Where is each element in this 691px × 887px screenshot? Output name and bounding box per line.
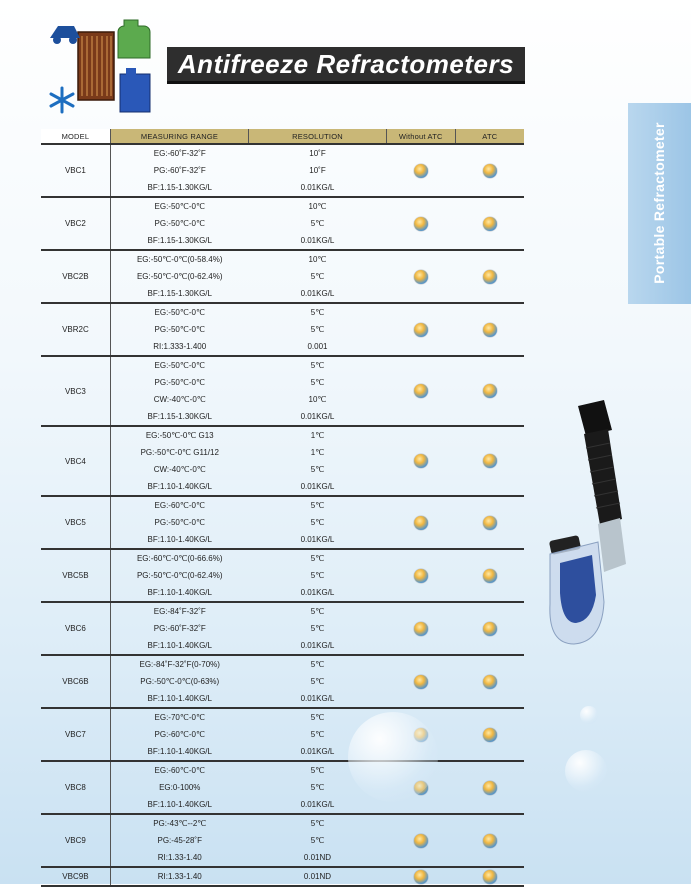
resolution-cell: 5℃: [310, 325, 325, 334]
resolution-cell: 10℃: [308, 395, 327, 404]
table-row: [41, 761, 524, 779]
resolution-cell: 0.01KG/L: [300, 588, 335, 597]
resolution-cell: 5℃: [310, 624, 325, 633]
atc-availability-icon: [483, 675, 497, 689]
resolution-cell: 5℃: [310, 518, 325, 527]
range-cell: RI:1.33-1.40: [110, 867, 248, 886]
range-cell: BF:1.15-1.30KG/L: [147, 236, 212, 245]
resolution-cell: 5℃: [249, 602, 387, 620]
range-cell: EG:-50℃-0℃(0-62.4%): [136, 272, 223, 281]
atc-cell: [455, 814, 524, 867]
atc-availability-icon: [483, 728, 497, 742]
model-cell: VBC1: [41, 144, 110, 197]
without-atc-availability-icon: [414, 454, 428, 468]
model-cell: VBC3: [41, 356, 110, 426]
resolution-cell: 1℃: [249, 426, 387, 444]
table-row: [41, 250, 524, 268]
model-cell: VBC2B: [41, 250, 110, 303]
model-cell: VBC5B: [41, 549, 110, 602]
resolution-cell: 0.01KG/L: [300, 747, 335, 756]
model-cell: VBC6B: [41, 655, 110, 708]
resolution-cell: 0.01KG/L: [300, 289, 335, 298]
table-row: [41, 303, 524, 321]
without-atc-cell: [386, 549, 455, 602]
table-row: [41, 426, 524, 444]
atc-cell: [455, 602, 524, 655]
model-cell: VBC7: [41, 708, 110, 761]
without-atc-cell: [386, 496, 455, 549]
resolution-cell: 10℃: [249, 197, 387, 215]
resolution-cell: 5℃: [249, 655, 387, 673]
range-cell: EG:-50℃-0℃: [110, 303, 248, 321]
range-cell: EG:-60℃-0℃(0-66.6%): [110, 549, 248, 567]
without-atc-availability-icon: [414, 323, 428, 337]
without-atc-availability-icon: [414, 217, 428, 231]
range-cell: RI:1.333-1.400: [153, 342, 207, 351]
resolution-cell: 5℃: [310, 571, 325, 580]
table-row: [41, 708, 524, 726]
range-cell: BF:1.15-1.30KG/L: [147, 183, 212, 192]
atc-availability-icon: [483, 834, 497, 848]
without-atc-availability-icon: [414, 870, 428, 884]
resolution-cell: 5℃: [310, 730, 325, 739]
range-cell: PG:-50℃-0℃(0-63%): [140, 677, 220, 686]
model-cell: VBC9: [41, 814, 110, 867]
side-category-tab: [628, 103, 691, 304]
atc-cell: [455, 496, 524, 549]
table-row: [41, 814, 524, 832]
atc-availability-icon: [483, 870, 497, 884]
range-cell: BF:1.15-1.30KG/L: [147, 412, 212, 421]
atc-availability-icon: [483, 569, 497, 583]
range-cell: PG:-50℃-0℃(0-62.4%): [136, 571, 223, 580]
resolution-cell: 5℃: [310, 836, 325, 845]
without-atc-availability-icon: [414, 569, 428, 583]
without-atc-availability-icon: [414, 834, 428, 848]
without-atc-cell: [386, 814, 455, 867]
range-cell: PG:-60℃-0℃: [154, 730, 205, 739]
range-cell: EG:-60℃-0℃: [110, 496, 248, 514]
range-cell: PG:-60˚F-32˚F: [153, 624, 206, 633]
column-header-resolution: RESOLUTION: [249, 129, 387, 144]
atc-cell: [455, 303, 524, 356]
atc-availability-icon: [483, 323, 497, 337]
atc-cell: [455, 144, 524, 197]
resolution-cell: 5℃: [249, 708, 387, 726]
resolution-cell: 0.01KG/L: [300, 183, 335, 192]
model-cell: VBC6: [41, 602, 110, 655]
without-atc-availability-icon: [414, 270, 428, 284]
without-atc-cell: [386, 250, 455, 303]
without-atc-cell: [386, 197, 455, 250]
spec-table: [41, 129, 524, 887]
table-row: [41, 655, 524, 673]
resolution-cell: 5℃: [310, 219, 325, 228]
table-row: [41, 549, 524, 567]
resolution-cell: 5℃: [249, 356, 387, 374]
range-cell: BF:1.10-1.40KG/L: [147, 800, 212, 809]
range-cell: PG:-50℃-0℃: [154, 378, 205, 387]
atc-cell: [455, 867, 524, 886]
range-cell: BF:1.10-1.40KG/L: [147, 535, 212, 544]
atc-cell: [455, 549, 524, 602]
range-cell: PG:-50℃-0℃: [154, 219, 205, 228]
range-cell: EG:-50℃-0℃: [110, 356, 248, 374]
without-atc-cell: [386, 303, 455, 356]
resolution-cell: 5℃: [249, 814, 387, 832]
model-cell: VBC4: [41, 426, 110, 496]
without-atc-availability-icon: [414, 384, 428, 398]
side-category-label: Portable Refractometer: [651, 122, 667, 284]
decorative-bubble: [580, 706, 598, 724]
resolution-cell: 0.01KG/L: [300, 535, 335, 544]
atc-availability-icon: [483, 270, 497, 284]
range-cell: BF:1.10-1.40KG/L: [147, 641, 212, 650]
decorative-bubble: [565, 750, 607, 792]
resolution-cell: 0.01ND: [249, 867, 387, 886]
table-row: [41, 496, 524, 514]
atc-availability-icon: [483, 622, 497, 636]
atc-cell: [455, 356, 524, 426]
without-atc-availability-icon: [414, 164, 428, 178]
range-cell: BF:1.15-1.30KG/L: [147, 289, 212, 298]
range-cell: PG:-50℃-0℃ G11/12: [140, 448, 219, 457]
atc-cell: [455, 708, 524, 761]
resolution-cell: 5℃: [310, 465, 325, 474]
resolution-cell: 5℃: [249, 549, 387, 567]
refractometer-image: [540, 398, 640, 648]
page-title: Antifreeze Refractometers: [167, 47, 525, 84]
resolution-cell: 0.01KG/L: [300, 482, 335, 491]
resolution-cell: 5℃: [310, 783, 325, 792]
without-atc-cell: [386, 426, 455, 496]
range-cell: EG:-50℃-0℃ G13: [110, 426, 248, 444]
column-header-without-atc: Without ATC: [386, 129, 455, 144]
antifreeze-product-collage: [48, 14, 160, 114]
column-header-range: MEASURING RANGE: [110, 129, 248, 144]
without-atc-availability-icon: [414, 516, 428, 530]
resolution-cell: 0.001: [307, 342, 328, 351]
without-atc-cell: [386, 356, 455, 426]
without-atc-cell: [386, 655, 455, 708]
resolution-cell: 5℃: [249, 303, 387, 321]
atc-cell: [455, 761, 524, 814]
range-cell: EG:-84˚F-32˚F: [110, 602, 248, 620]
resolution-cell: 10˚F: [249, 144, 387, 162]
resolution-cell: 5℃: [310, 677, 325, 686]
table-row: [41, 197, 524, 215]
atc-cell: [455, 250, 524, 303]
resolution-cell: 5℃: [310, 378, 325, 387]
range-cell: CW:-40℃-0℃: [153, 465, 206, 474]
resolution-cell: 0.01KG/L: [300, 412, 335, 421]
range-cell: EG:-50℃-0℃: [110, 197, 248, 215]
without-atc-availability-icon: [414, 622, 428, 636]
without-atc-availability-icon: [414, 675, 428, 689]
without-atc-cell: [386, 144, 455, 197]
resolution-cell: 5℃: [310, 272, 325, 281]
range-cell: EG:-60℃-0℃: [110, 761, 248, 779]
range-cell: EG:-60˚F-32˚F: [110, 144, 248, 162]
resolution-cell: 10℃: [249, 250, 387, 268]
range-cell: EG:-84˚F-32˚F(0-70%): [110, 655, 248, 673]
model-cell: VBR2C: [41, 303, 110, 356]
table-row: [41, 356, 524, 374]
decorative-bubble: [348, 712, 438, 802]
range-cell: BF:1.10-1.40KG/L: [147, 482, 212, 491]
range-cell: PG:-50℃-0℃: [154, 518, 205, 527]
resolution-cell: 0.01KG/L: [300, 694, 335, 703]
model-cell: VBC8: [41, 761, 110, 814]
resolution-cell: 1℃: [310, 448, 325, 457]
resolution-cell: 0.01KG/L: [300, 236, 335, 245]
atc-availability-icon: [483, 454, 497, 468]
range-cell: PG:-45-28˚F: [157, 836, 202, 845]
resolution-cell: 0.01ND: [303, 853, 332, 862]
range-cell: EG:0-100%: [159, 783, 201, 792]
range-cell: BF:1.10-1.40KG/L: [147, 747, 212, 756]
range-cell: RI:1.33-1.40: [157, 853, 202, 862]
resolution-cell: 10˚F: [309, 166, 326, 175]
range-cell: PG:-60˚F-32˚F: [153, 166, 206, 175]
range-cell: EG:-50℃-0℃(0-58.4%): [110, 250, 248, 268]
resolution-cell: 0.01KG/L: [300, 641, 335, 650]
model-cell: VBC2: [41, 197, 110, 250]
atc-availability-icon: [483, 516, 497, 530]
atc-availability-icon: [483, 164, 497, 178]
atc-cell: [455, 655, 524, 708]
table-row: [41, 144, 524, 162]
without-atc-cell: [386, 867, 455, 886]
table-row: [41, 602, 524, 620]
resolution-cell: 0.01KG/L: [300, 800, 335, 809]
range-cell: EG:-70℃-0℃: [110, 708, 248, 726]
table-header-row: [41, 129, 524, 144]
column-header-atc: ATC: [455, 129, 524, 144]
atc-availability-icon: [483, 384, 497, 398]
range-cell: PG:-50℃-0℃: [154, 325, 205, 334]
range-cell: BF:1.10-1.40KG/L: [147, 694, 212, 703]
without-atc-cell: [386, 602, 455, 655]
table-row: [41, 867, 524, 886]
model-cell: VBC9B: [41, 867, 110, 886]
range-cell: BF:1.10-1.40KG/L: [147, 588, 212, 597]
model-cell: VBC5: [41, 496, 110, 549]
resolution-cell: 5℃: [249, 761, 387, 779]
atc-availability-icon: [483, 781, 497, 795]
atc-cell: [455, 426, 524, 496]
atc-availability-icon: [483, 217, 497, 231]
atc-cell: [455, 197, 524, 250]
range-cell: CW:-40℃-0℃: [153, 395, 206, 404]
range-cell: PG:-43℃--2℃: [110, 814, 248, 832]
column-header-model: MODEL: [41, 129, 110, 144]
resolution-cell: 5℃: [249, 496, 387, 514]
